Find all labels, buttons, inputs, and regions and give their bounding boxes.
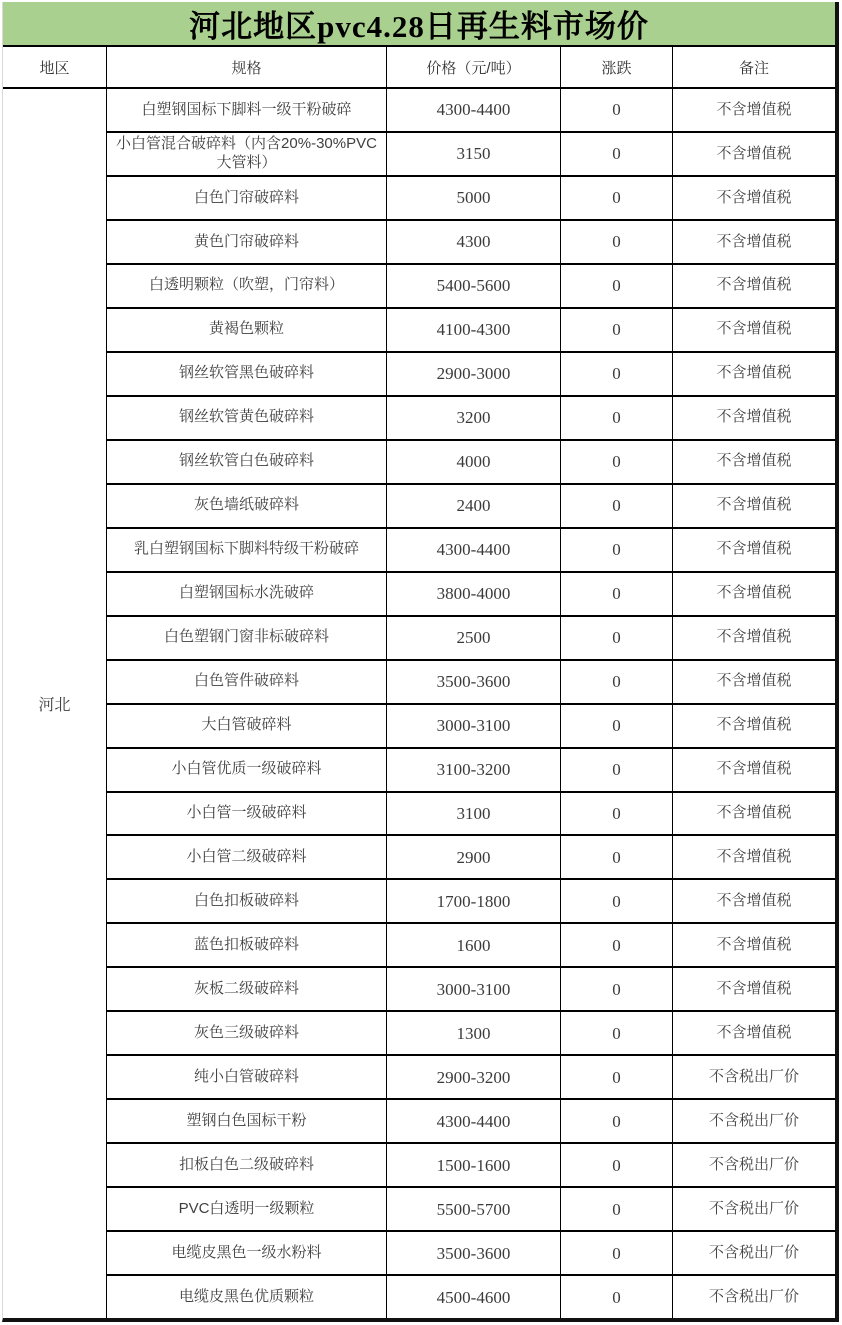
price-cell: 2900-3000	[387, 353, 561, 395]
spec-cell: 小白管二级破碎料	[107, 836, 387, 878]
spec-cell: 小白管混合破碎料（内含20%-30%PVC大管料）	[107, 133, 387, 175]
note-cell: 不含增值税	[716, 276, 792, 294]
price-cell: 4300	[387, 221, 561, 263]
spec-cell: 钢丝软管白色破碎料	[107, 441, 387, 483]
price-cell: 5400-5600	[387, 265, 561, 307]
price-cell: 4300-4400	[387, 1100, 561, 1142]
change-cell: 0	[561, 1056, 673, 1098]
price-cell: 3100	[387, 793, 561, 835]
note-cell: 不含增值税	[716, 892, 792, 910]
change-cell: 0	[561, 177, 673, 219]
table-body	[3, 89, 835, 1318]
note-cell: 不含税出厂价	[708, 1067, 799, 1085]
note-cell: 不含增值税	[716, 1023, 792, 1041]
note-cell: 不含增值税	[716, 408, 792, 426]
table-row	[107, 309, 835, 353]
header-change: 涨跌	[561, 47, 673, 87]
spec-cell: 白色扣板破碎料	[107, 880, 387, 922]
note-cell: 不含税出厂价	[708, 1199, 799, 1217]
note-cell: 不含增值税	[716, 760, 792, 778]
spec-cell: 电缆皮黑色优质颗粒	[107, 1276, 387, 1318]
price-cell: 1500-1600	[387, 1144, 561, 1186]
table-rows	[107, 89, 835, 1318]
change-cell: 0	[561, 793, 673, 835]
header-spec: 规格	[107, 47, 387, 87]
change-cell: 0	[561, 441, 673, 483]
note-cell: 不含增值税	[716, 100, 792, 118]
table-row	[107, 793, 835, 837]
note-cell: 不含增值税	[716, 232, 792, 250]
price-cell: 3800-4000	[387, 573, 561, 615]
price-cell: 3100-3200	[387, 749, 561, 791]
spec-cell: 电缆皮黑色一级水粉料	[107, 1232, 387, 1274]
note-cell: 不含增值税	[716, 496, 792, 514]
spec-cell: 小白管优质一级破碎料	[107, 749, 387, 791]
note-cell: 不含税出厂价	[708, 1155, 799, 1173]
change-cell: 0	[561, 968, 673, 1010]
table-row	[107, 221, 835, 265]
spec-cell: PVC白透明一级颗粒	[107, 1188, 387, 1230]
table-row	[107, 89, 835, 133]
spec-cell: 纯小白管破碎料	[107, 1056, 387, 1098]
table-row	[107, 397, 835, 441]
table-title: 河北地区pvc4.28日再生料市场价	[189, 9, 649, 44]
table-row	[107, 1100, 835, 1144]
note-cell: 不含增值税	[716, 452, 792, 470]
spec-cell: 白色门帘破碎料	[107, 177, 387, 219]
header-price: 价格（元/吨）	[387, 47, 561, 87]
spec-cell: 钢丝软管黄色破碎料	[107, 397, 387, 439]
price-cell: 3500-3600	[387, 1232, 561, 1274]
price-cell: 3000-3100	[387, 705, 561, 747]
price-cell: 4300-4400	[387, 529, 561, 571]
price-cell: 2500	[387, 617, 561, 659]
spec-cell: 大白管破碎料	[107, 705, 387, 747]
table-row	[107, 617, 835, 661]
table-row	[107, 529, 835, 573]
table-row	[107, 1012, 835, 1056]
price-table	[2, 2, 839, 1322]
change-cell: 0	[561, 705, 673, 747]
table-title-bar	[3, 2, 835, 47]
change-cell: 0	[561, 617, 673, 659]
price-cell: 3200	[387, 397, 561, 439]
note-cell: 不含增值税	[716, 804, 792, 822]
change-cell: 0	[561, 749, 673, 791]
note-cell: 不含税出厂价	[708, 1111, 799, 1129]
table-row	[107, 1188, 835, 1232]
note-cell: 不含增值税	[716, 716, 792, 734]
note-cell: 不含增值税	[716, 979, 792, 997]
change-cell: 0	[561, 880, 673, 922]
note-cell: 不含增值税	[716, 144, 792, 162]
change-cell: 0	[561, 133, 673, 175]
table-row	[107, 1276, 835, 1318]
note-cell: 不含增值税	[716, 848, 792, 866]
table-row	[107, 133, 835, 177]
change-cell: 0	[561, 397, 673, 439]
table-row	[107, 924, 835, 968]
change-cell: 0	[561, 485, 673, 527]
price-cell: 1300	[387, 1012, 561, 1054]
change-cell: 0	[561, 1012, 673, 1054]
spec-cell: 钢丝软管黑色破碎料	[107, 353, 387, 395]
note-cell: 不含增值税	[716, 672, 792, 690]
table-row	[107, 441, 835, 485]
change-cell: 0	[561, 309, 673, 351]
header-note: 备注	[738, 59, 769, 77]
price-cell: 2900-3200	[387, 1056, 561, 1098]
spec-cell: 黄色门帘破碎料	[107, 221, 387, 263]
spec-cell: 白色管件破碎料	[107, 661, 387, 703]
table-row	[107, 705, 835, 749]
table-row	[107, 968, 835, 1012]
change-cell: 0	[561, 924, 673, 966]
change-cell: 0	[561, 1232, 673, 1274]
change-cell: 0	[561, 89, 673, 131]
spec-cell: 白透明颗粒（吹塑，门帘料）	[107, 265, 387, 307]
spec-cell: 蓝色扣板破碎料	[107, 924, 387, 966]
price-cell: 5000	[387, 177, 561, 219]
change-cell: 0	[561, 1144, 673, 1186]
note-cell: 不含增值税	[716, 936, 792, 954]
spec-cell: 扣板白色二级破碎料	[107, 1144, 387, 1186]
note-cell: 不含税出厂价	[708, 1287, 799, 1305]
change-cell: 0	[561, 573, 673, 615]
change-cell: 0	[561, 661, 673, 703]
note-cell: 不含增值税	[716, 540, 792, 558]
table-row	[107, 880, 835, 924]
spec-cell: 黄褐色颗粒	[107, 309, 387, 351]
change-cell: 0	[561, 836, 673, 878]
table-row	[107, 661, 835, 705]
spec-cell: 灰色三级破碎料	[107, 1012, 387, 1054]
price-cell: 4000	[387, 441, 561, 483]
table-row	[107, 177, 835, 221]
header-region: 地区	[3, 47, 107, 87]
change-cell: 0	[561, 1188, 673, 1230]
price-cell: 1600	[387, 924, 561, 966]
note-cell: 不含增值税	[716, 364, 792, 382]
change-cell: 0	[561, 1100, 673, 1142]
table-row	[107, 1056, 835, 1100]
table-row	[107, 353, 835, 397]
spec-cell: 灰板二级破碎料	[107, 968, 387, 1010]
table-row	[107, 573, 835, 617]
change-cell: 0	[561, 265, 673, 307]
price-cell: 3500-3600	[387, 661, 561, 703]
spec-cell: 灰色墙纸破碎料	[107, 485, 387, 527]
change-cell: 0	[561, 529, 673, 571]
price-cell: 3000-3100	[387, 968, 561, 1010]
table-row	[107, 485, 835, 529]
table-row	[107, 1144, 835, 1188]
region-cell: 河北	[3, 89, 107, 1318]
table-row	[107, 265, 835, 309]
spec-cell: 小白管一级破碎料	[107, 793, 387, 835]
spec-cell: 塑钢白色国标干粉	[107, 1100, 387, 1142]
change-cell: 0	[561, 1276, 673, 1318]
price-cell: 2400	[387, 485, 561, 527]
table-row	[107, 1232, 835, 1276]
price-cell: 3150	[387, 133, 561, 175]
table-row	[107, 749, 835, 793]
spec-cell: 乳白塑钢国标下脚料特级干粉破碎	[107, 529, 387, 571]
spec-cell: 白色塑钢门窗非标破碎料	[107, 617, 387, 659]
change-cell: 0	[561, 221, 673, 263]
price-cell: 5500-5700	[387, 1188, 561, 1230]
price-cell: 4500-4600	[387, 1276, 561, 1318]
change-cell: 0	[561, 353, 673, 395]
table-row	[107, 836, 835, 880]
note-cell: 不含增值税	[716, 628, 792, 646]
spec-cell: 白塑钢国标水洗破碎	[107, 573, 387, 615]
note-cell: 不含增值税	[716, 584, 792, 602]
price-cell: 4300-4400	[387, 89, 561, 131]
table-header-row	[3, 47, 835, 89]
note-cell: 不含增值税	[716, 188, 792, 206]
note-cell: 不含税出厂价	[708, 1243, 799, 1261]
spec-cell: 白塑钢国标下脚料一级干粉破碎	[107, 89, 387, 131]
price-cell: 2900	[387, 836, 561, 878]
price-cell: 1700-1800	[387, 880, 561, 922]
price-cell: 4100-4300	[387, 309, 561, 351]
note-cell: 不含增值税	[716, 320, 792, 338]
